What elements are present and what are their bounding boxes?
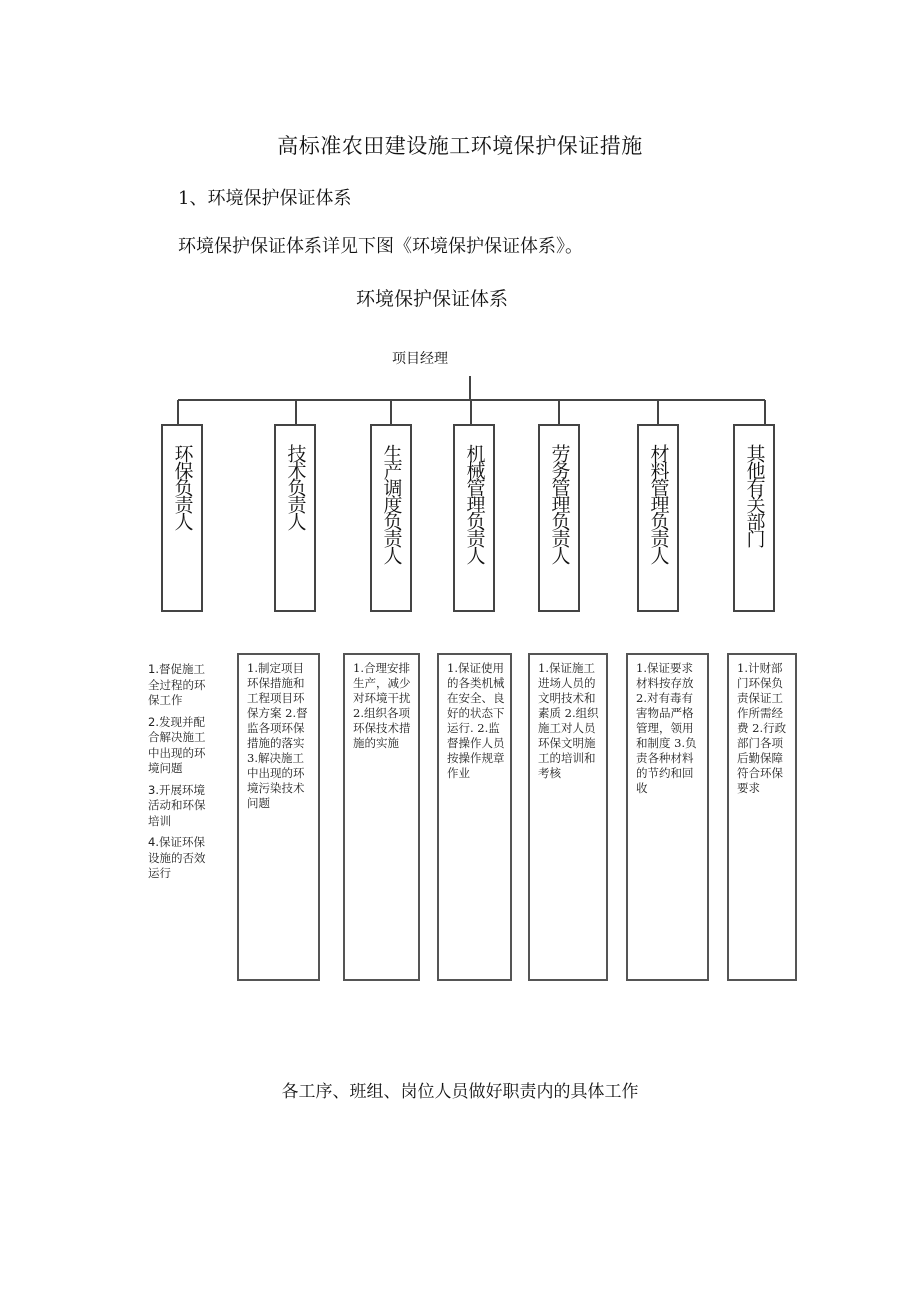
org-root-label: 项目经理	[392, 351, 448, 367]
role-label-production: 生产调度负责人	[380, 444, 403, 563]
role-box-machinery	[453, 424, 495, 612]
role-box-technical	[274, 424, 316, 612]
duty-box-machinery	[437, 653, 512, 981]
document-title: 高标准农田建设施工环境保护保证措施	[277, 134, 643, 158]
intro-paragraph: 环境保护保证体系详见下图《环境保护保证体系》。	[178, 236, 583, 257]
environment-duty-3: 3.开展环境活动和环保培训	[148, 782, 206, 828]
role-box-labor	[538, 424, 580, 612]
role-label-other: 其他有关部门	[743, 444, 766, 546]
duty-box-production	[343, 653, 420, 981]
duty-text-material: 1.保证要求材料按存放 2.对有毒有害物品严格管理，领用和制度 3.负责各种材料的节约和回收	[636, 661, 697, 795]
environment-duties-list	[148, 662, 212, 888]
role-box-production	[370, 424, 412, 612]
role-label-machinery: 机械管理负责人	[463, 444, 486, 563]
duty-text-technical: 1.制定项目环保措施和工程项目环保方案 2.督监各项环保措施的落实 3.解决施工中出现的环境污染技术问题	[247, 661, 308, 810]
chart-title: 环境保护保证体系	[355, 288, 508, 310]
duty-text-production: 1.合理安排生产，减少对环境干扰 2.组织各项环保技术措施的实施	[353, 661, 411, 750]
environment-duty-4: 4.保证环保设施的否效运行	[148, 835, 206, 880]
role-label-environment: 环保负责人	[171, 444, 194, 529]
environment-duty-1: 1.督促施工全过程的环保工作	[148, 662, 206, 707]
duty-box-labor	[528, 653, 608, 981]
section-heading: 1、环境保护保证体系	[178, 188, 352, 209]
duty-box-technical	[237, 653, 320, 981]
environment-duty-2: 2.发现并配合解决施工中出现的环境问题	[148, 714, 206, 775]
role-box-other	[733, 424, 775, 612]
role-label-material: 材料管理负责人	[647, 444, 670, 563]
role-label-labor: 劳务管理负责人	[548, 444, 571, 563]
footer-text: 各工序、班组、岗位人员做好职责内的具体工作	[281, 1082, 639, 1102]
duty-box-material	[626, 653, 709, 981]
role-label-technical: 技术负责人	[284, 444, 307, 529]
duty-box-other	[727, 653, 797, 981]
role-box-material	[637, 424, 679, 612]
role-box-environment	[161, 424, 203, 612]
duty-text-machinery: 1.保证使用的各类机械在安全、良好的状态下运行. 2.监督操作人员按操作规章作业	[447, 661, 505, 780]
duty-text-other: 1.计财部门环保负责保证工作所需经费 2.行政部门各项后勤保障符合环保要求	[737, 661, 787, 795]
duty-text-labor: 1.保证施工进场人员的文明技术和素质 2.组织施工对人员环保文明施工的培训和考核	[538, 661, 599, 780]
